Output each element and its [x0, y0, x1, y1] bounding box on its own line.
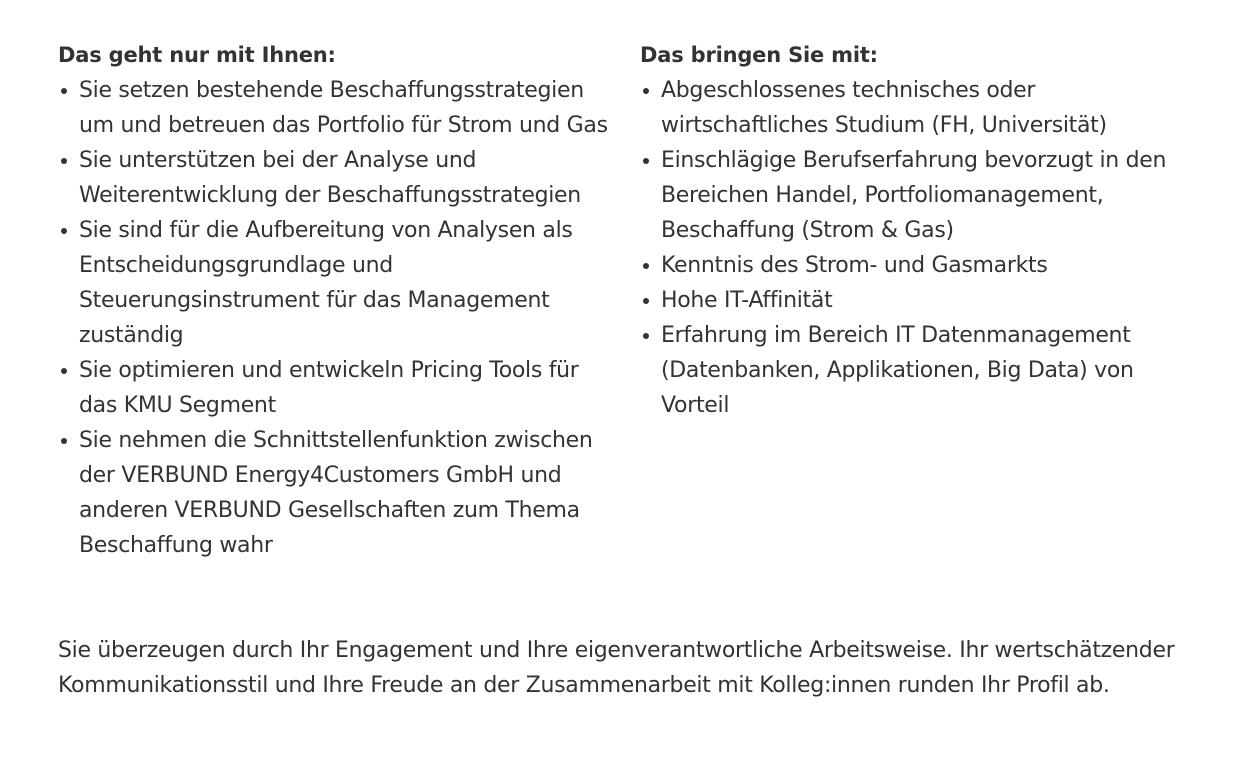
- list-item: Kenntnis des Strom- und Gasmarkts: [640, 248, 1201, 283]
- requirements-columns: [58, 38, 1200, 563]
- tasks-list: [58, 73, 640, 563]
- tasks-heading: Das geht nur mit Ihnen:: [58, 43, 336, 67]
- tasks-column: [58, 38, 640, 563]
- list-item: Einschlägige Berufserfahrung bevorzugt in den Bereichen Handel, Portfoliomanagement, Beschaffung (Strom & Gas): [640, 143, 1201, 248]
- list-item: Abgeschlossenes technisches oder wirtschaftliches Studium (FH, Universität): [640, 73, 1201, 143]
- list-item: Sie unterstützen bei der Analyse und Weiterentwicklung der Beschaffungsstrategien: [58, 143, 619, 213]
- list-item: Erfahrung im Bereich IT Datenmanagement (Datenbanken, Applikationen, Big Data) von Vorteil: [640, 318, 1201, 423]
- list-item: Sie optimieren und entwickeln Pricing Tools für das KMU Segment: [58, 353, 619, 423]
- closing-paragraph: Sie überzeugen durch Ihr Engagement und Ihre eigenverantwortliche Arbeitsweise. Ihr wertschätzender Kommunikationsstil und Ihre Freude an der Zusammenarbeit mit Kolleg:innen runden Ihr Profil ab.: [58, 638, 1175, 698]
- list-item: Sie sind für die Aufbereitung von Analysen als Entscheidungsgrundlage und Steuerungsinstrument für das Management zuständig: [58, 213, 619, 353]
- list-item: Hohe IT-Affinität: [640, 283, 1201, 318]
- qualifications-column: [640, 38, 1200, 563]
- list-item: Sie nehmen die Schnittstellenfunktion zwischen der VERBUND Energy4Customers GmbH und anderen VERBUND Gesellschaften zum Thema Beschaffung wahr: [58, 423, 619, 563]
- qualifications-list: [640, 73, 1200, 423]
- qualifications-heading: Das bringen Sie mit:: [640, 43, 878, 67]
- list-item: Sie setzen bestehende Beschaffungsstrategien um und betreuen das Portfolio für Strom und Gas: [58, 73, 619, 143]
